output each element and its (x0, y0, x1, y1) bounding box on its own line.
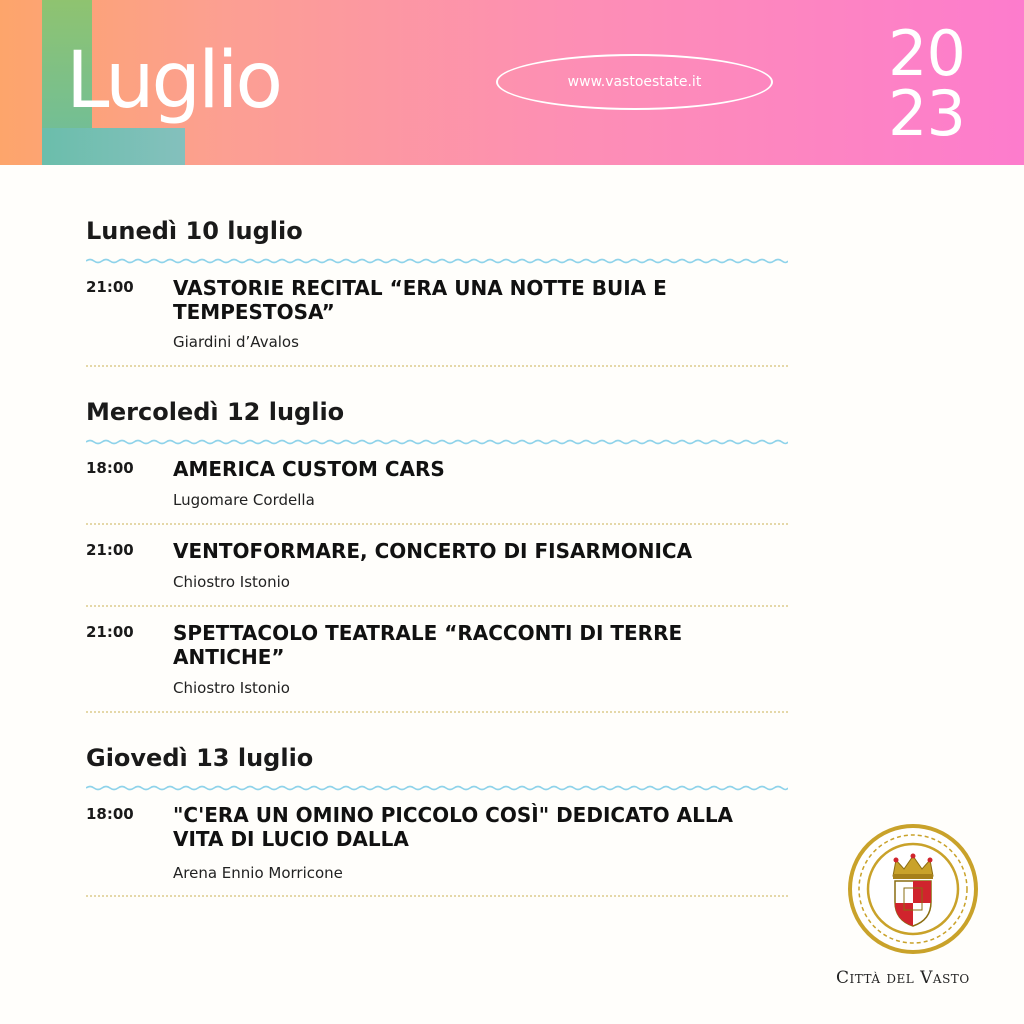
header-banner (0, 0, 1024, 165)
event-place: Lugomare Cordella (173, 491, 315, 509)
event-time: 18:00 (86, 805, 134, 823)
year-bottom: 23 (888, 77, 965, 150)
event-place: Arena Ennio Morricone (173, 864, 343, 882)
event-time: 18:00 (86, 459, 134, 477)
city-name-label (836, 968, 996, 988)
day-title: Lunedì 10 luglio (86, 217, 303, 245)
event-row (86, 276, 788, 367)
event-title: VASTORIE RECITAL “ERA UNA NOTTE BUIA E TEMPESTOSA” (173, 276, 667, 324)
year-label (888, 17, 980, 150)
event-row (86, 803, 788, 897)
day-title: Mercoledì 12 luglio (86, 398, 345, 426)
event-place: Chiostro Istonio (173, 573, 290, 591)
event-time: 21:00 (86, 278, 134, 296)
year-top: 20 (888, 17, 965, 90)
city-name-text: Città del Vasto (836, 968, 970, 988)
event-place: Giardini d’Avalos (173, 333, 299, 351)
day-title: Giovedì 13 luglio (86, 744, 314, 772)
event-title: SPETTACOLO TEATRALE “RACCONTI DI TERRE ANTICHE” (173, 621, 683, 669)
day-header (86, 397, 788, 445)
event-time: 21:00 (86, 623, 134, 641)
event-row (86, 539, 788, 607)
wave-divider (86, 258, 788, 264)
website-link[interactable]: www.vastoestate.it (496, 54, 773, 110)
event-title: AMERICA CUSTOM CARS (173, 457, 445, 481)
city-seal-icon (848, 824, 978, 954)
month-title: Luglio (66, 36, 281, 126)
event-title: "C'ERA UN OMINO PICCOLO COSÌ" DEDICATO ALLA VITA DI LUCIO DALLA (173, 803, 734, 851)
event-row (86, 621, 788, 713)
event-title: VENTOFORMARE, CONCERTO DI FISARMONICA (173, 539, 693, 563)
day-header (86, 743, 788, 791)
day-header (86, 216, 788, 264)
event-time: 21:00 (86, 541, 134, 559)
teal-accent-shape (42, 128, 185, 165)
event-place: Chiostro Istonio (173, 679, 290, 697)
wave-divider (86, 439, 788, 445)
wave-divider (86, 785, 788, 791)
event-row (86, 457, 788, 525)
